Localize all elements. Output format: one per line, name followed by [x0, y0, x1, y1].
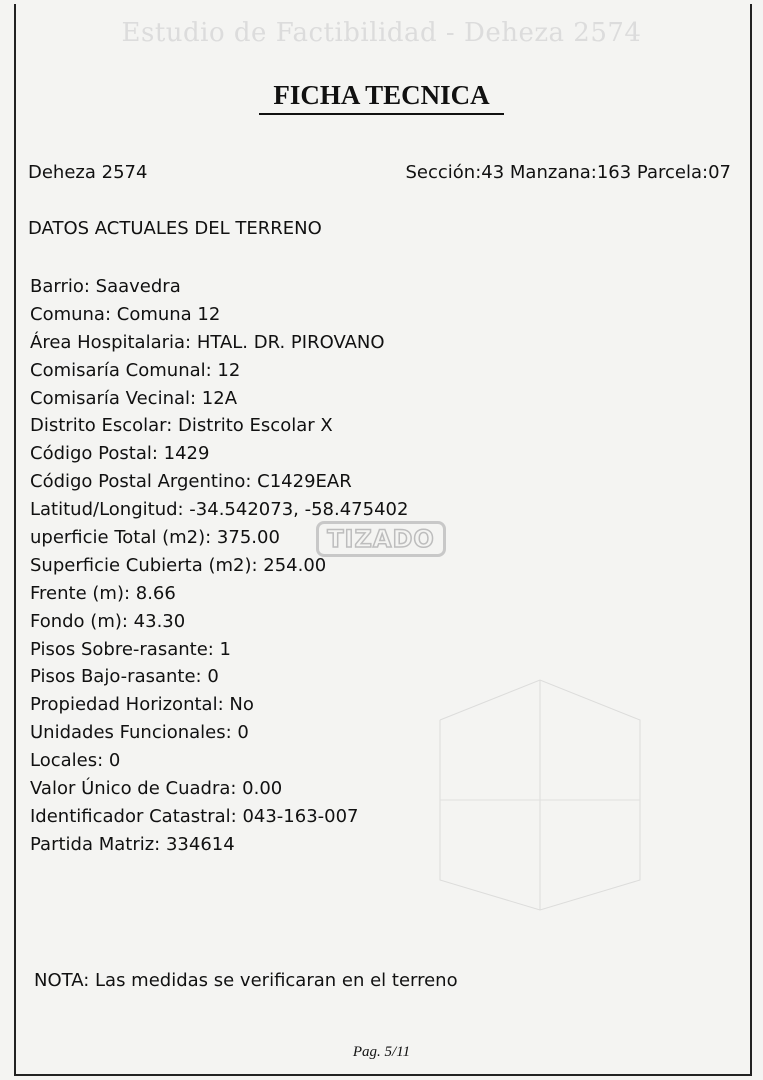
title-text: FICHA TECNICA: [259, 80, 503, 115]
field-distrito-escolar: Distrito Escolar: Distrito Escolar X: [30, 415, 333, 437]
field-pisos-bajo-rasante: Pisos Bajo-rasante: 0: [30, 666, 219, 688]
page-title: [0, 80, 763, 115]
field-comisaria-comunal: Comisaría Comunal: 12: [30, 359, 241, 381]
field-frente: Frente (m): 8.66: [30, 582, 176, 604]
field-fondo: Fondo (m): 43.30: [30, 610, 186, 632]
field-valor-unico-cuadra: Valor Único de Cuadra: 0.00: [30, 778, 283, 800]
page-number: Pag. 5/11: [352, 1044, 411, 1060]
field-codigo-postal-argentino: Código Postal Argentino: C1429EAR: [30, 471, 352, 493]
field-partida-matriz: Partida Matriz: 334614: [30, 833, 235, 855]
section-heading: DATOS ACTUALES DEL TERRENO: [28, 218, 322, 239]
field-superficie-total: uperficie Total (m2): 375.00: [30, 527, 280, 549]
field-barrio: Barrio: Saavedra: [30, 276, 181, 297]
parcel-info: Sección:43 Manzana:163 Parcela:07: [405, 162, 731, 183]
bleedthrough-sketch: [420, 660, 660, 920]
field-comuna: Comuna: Comuna 12: [30, 303, 221, 325]
field-identificador-catastral: Identificador Catastral: 043-163-007: [30, 805, 359, 827]
field-superficie-cubierta: Superficie Cubierta (m2): 254.00: [30, 554, 327, 576]
field-pisos-sobre-rasante: Pisos Sobre-rasante: 1: [30, 638, 232, 660]
field-area-hospitalaria: Área Hospitalaria: HTAL. DR. PIROVANO: [30, 331, 385, 353]
field-locales: Locales: 0: [30, 750, 121, 772]
watermark-logo: TIZADO: [316, 521, 446, 557]
field-unidades-funcionales: Unidades Funcionales: 0: [30, 722, 249, 744]
field-propiedad-horizontal: Propiedad Horizontal: No: [30, 694, 254, 716]
nota-text: NOTA: Las medidas se verificaran en el terreno: [34, 970, 458, 991]
field-list: [30, 273, 408, 859]
header-bleedthrough: Estudio de Factibilidad - Deheza 2574: [121, 18, 642, 48]
field-codigo-postal: Código Postal: 1429: [30, 443, 210, 465]
field-lat-long: Latitud/Longitud: -34.542073, -58.475402: [30, 499, 409, 521]
address: Deheza 2574: [28, 162, 148, 183]
field-comisaria-vecinal: Comisaría Vecinal: 12A: [30, 387, 238, 409]
